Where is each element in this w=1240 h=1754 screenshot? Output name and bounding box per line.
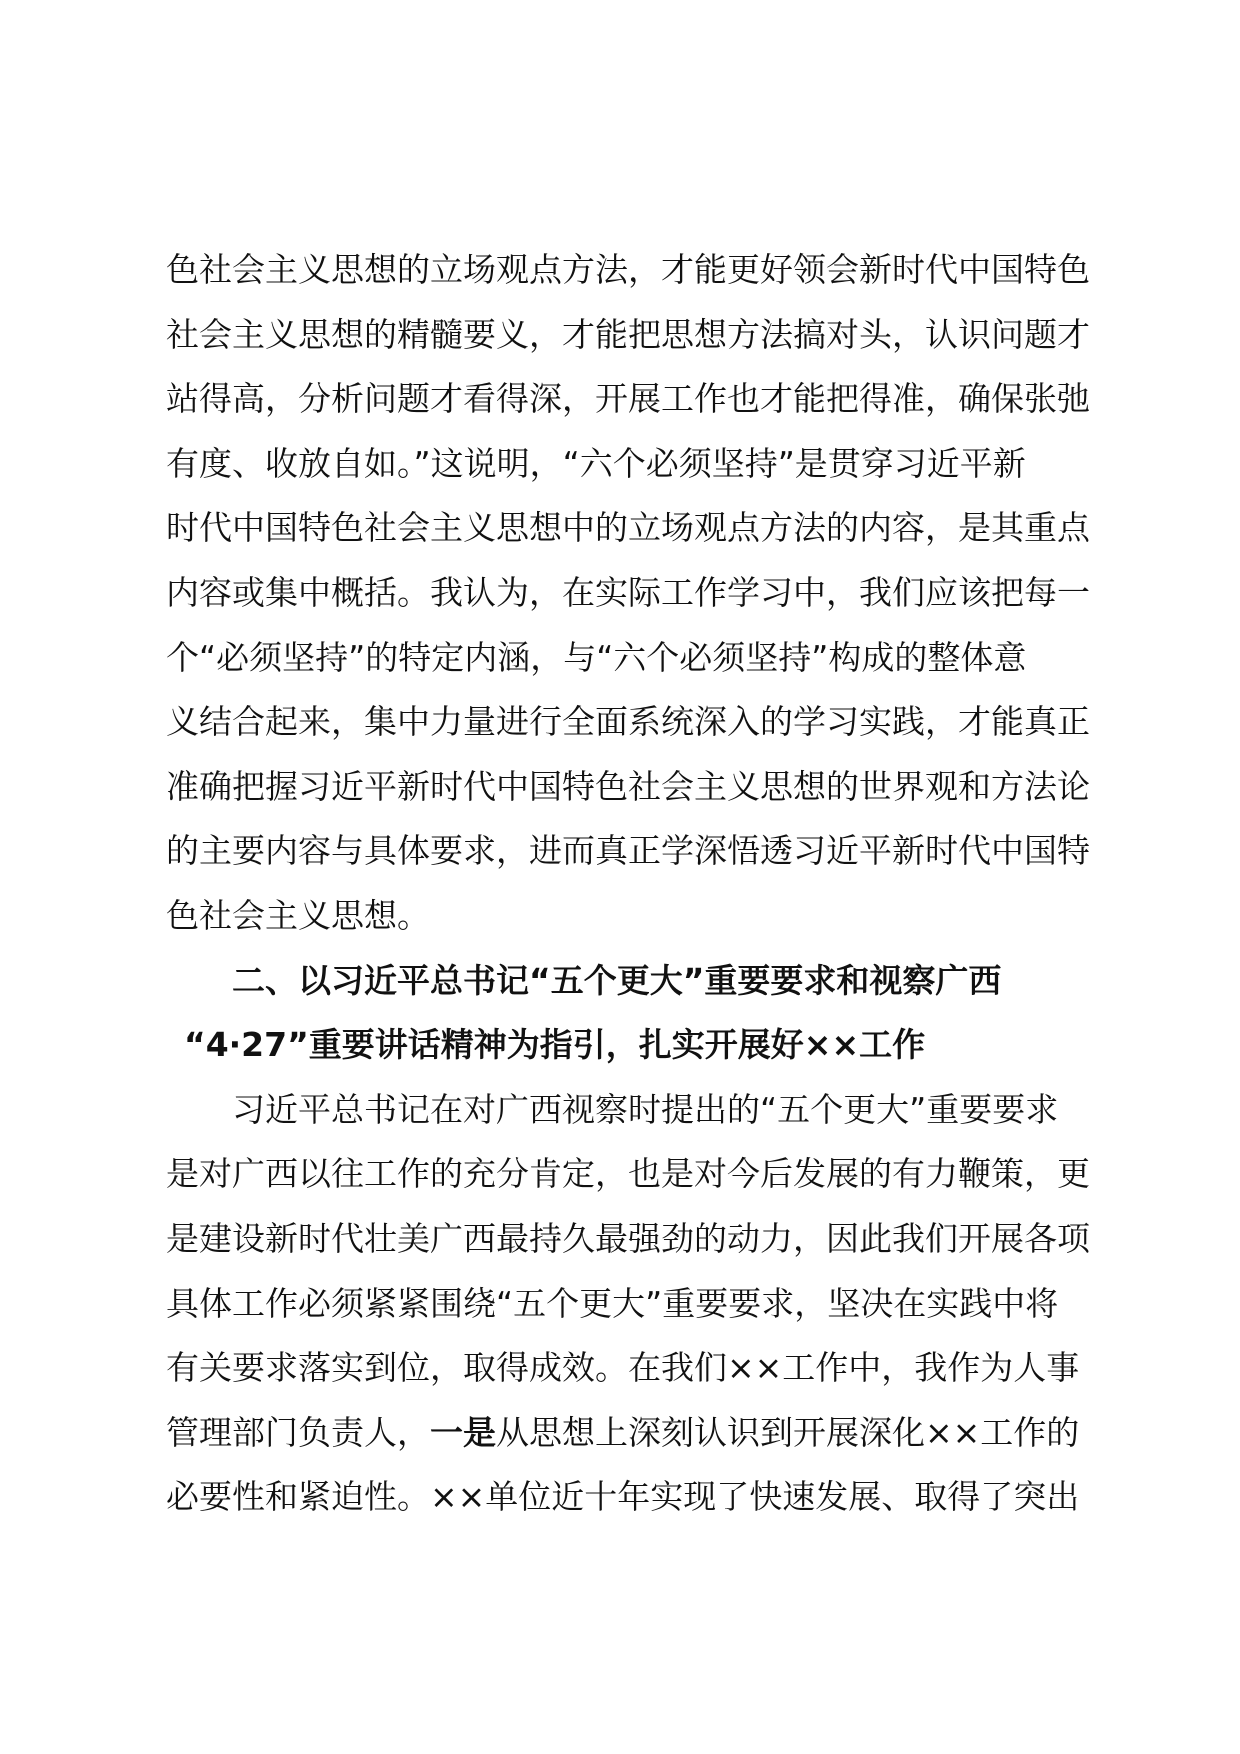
text-line: 必要性和紧迫性。××单位近十年实现了快速发展、取得了突出 (166, 1477, 1080, 1517)
text-segment: 从思想上深刻认识到开展深化××工作的 (496, 1412, 1080, 1452)
text-line: 色社会主义思想。 (166, 895, 430, 935)
text-line: 站得高，分析问题才看得深，开展工作也才能把得准，确保张弛 (166, 379, 1090, 419)
text-line: 色社会主义思想的立场观点方法，才能更好领会新时代中国特色 (166, 250, 1090, 289)
text-line: 时代中国特色社会主义思想中的立场观点方法的内容，是其重点 (166, 508, 1090, 548)
body-text (166, 238, 1106, 1530)
emphasis-text: 一是 (430, 1412, 496, 1452)
text-line-with-emphasis (166, 1401, 1106, 1466)
text-line: 内容或集中概括。我认为，在实际工作学习中，我们应该把每一 (166, 572, 1090, 612)
text-line: 习近平总书记在对广西视察时提出的“五个更大”重要要求 (232, 1089, 1059, 1129)
text-line: 有关要求落实到位，取得成效。在我们××工作中，我作为人事 (166, 1348, 1080, 1388)
text-line: 具体工作必须紧紧围绕“五个更大”重要要求，坚决在实践中将 (166, 1283, 1059, 1323)
section-heading-line-1: 二、以习近平总书记“五个更大”重要要求和视察广西 (232, 960, 1002, 1000)
text-line: 义结合起来，集中力量进行全面系统深入的学习实践，才能真正 (166, 702, 1090, 742)
text-line: 有度、收放自如。”这说明，“六个必须坚持”是贯穿习近平新 (166, 443, 1026, 483)
text-line: 个“必须坚持”的特定内涵，与“六个必须坚持”构成的整体意 (166, 637, 1027, 677)
text-line: 准确把握习近平新时代中国特色社会主义思想的世界观和方法论 (166, 766, 1090, 806)
text-line: 是建设新时代壮美广西最持久最强劲的动力，因此我们开展各项 (166, 1218, 1090, 1258)
text-line: 的主要内容与具体要求，进而真正学深悟透习近平新时代中国特 (166, 831, 1090, 871)
text-line: 是对广西以往工作的充分肯定，也是对今后发展的有力鞭策，更 (166, 1154, 1090, 1194)
text-segment: 管理部门负责人， (166, 1412, 430, 1452)
section-heading-line-2: “4·27”重要讲话精神为指引，扎实开展好××工作 (184, 1025, 926, 1065)
text-line: 社会主义思想的精髓要义，才能把思想方法搞对头，认识问题才 (166, 314, 1090, 354)
